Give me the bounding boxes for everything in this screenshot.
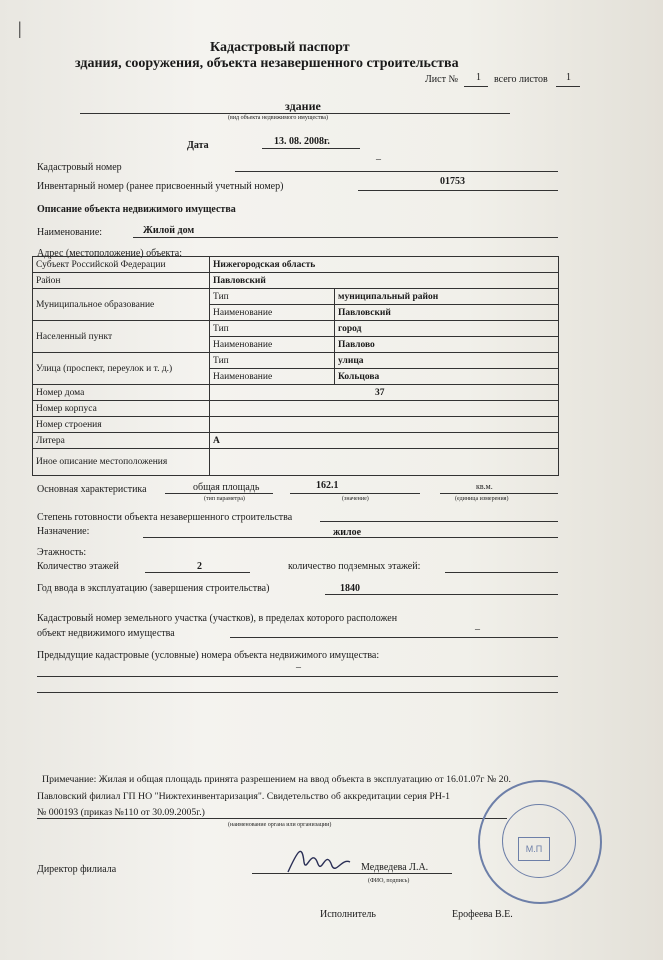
date-value: 13. 08. 2008г.: [274, 136, 330, 147]
char-unit-underline: [440, 493, 558, 494]
name-underline: [133, 237, 558, 238]
other-value: [210, 449, 559, 476]
corpus-label: Номер корпуса: [33, 401, 210, 417]
street-type: улица: [335, 353, 559, 369]
settlement-label: Населенный пункт: [33, 321, 210, 353]
settlement-name: Павлово: [335, 337, 559, 353]
char-param: общая площадь: [193, 482, 260, 493]
table-row: [33, 321, 559, 337]
name-label-cell: Наименование: [210, 369, 335, 385]
section-title: Описание объекта недвижимого имущества: [37, 204, 236, 215]
date-label: Дата: [187, 140, 209, 151]
street-label: Улица (проспект, переулок и т. д.): [33, 353, 210, 385]
sheet-number: 1: [476, 72, 481, 83]
date-underline: [262, 148, 360, 149]
director-signature: [284, 840, 354, 880]
note-line1: Примечание: Жилая и общая площадь принята разрешением на ввод объекта в эксплуатацию от 16.01.07г № 20.: [42, 774, 511, 785]
executor-name: Ерофеева В.Е.: [452, 909, 513, 920]
doc-title-line2: здания, сооружения, объекта незавершенного строительства: [75, 56, 459, 71]
executor-label: Исполнитель: [320, 909, 376, 920]
floors-label: Этажность:: [37, 547, 87, 558]
total-number: 1: [566, 72, 571, 83]
inventory-underline: [358, 190, 558, 191]
table-row: [33, 417, 559, 433]
building-label: Номер строения: [33, 417, 210, 433]
municipal-label: Муниципальное образование: [33, 289, 210, 321]
table-row: [33, 449, 559, 476]
char-param-caption: (тип параметра): [204, 496, 245, 502]
doc-title-line1: Кадастровый паспорт: [210, 40, 350, 55]
type-label: Тип: [210, 353, 335, 369]
litera-value: А: [210, 433, 559, 449]
total-label: всего листов: [494, 74, 548, 85]
cadastral-value: _: [376, 150, 381, 161]
year-label: Год ввода в эксплуатацию (завершения строительства): [37, 583, 270, 594]
name-label-cell: Наименование: [210, 305, 335, 321]
purpose-value: жилое: [333, 527, 362, 538]
municipal-type: муниципальный район: [335, 289, 559, 305]
table-row: [33, 289, 559, 305]
object-type-caption: (вид объекта недвижимого имущества): [228, 115, 328, 121]
object-type-value: здание: [285, 99, 321, 113]
other-label: Иное описание местоположения: [33, 449, 210, 476]
land-value: _: [475, 620, 480, 631]
char-unit: кв.м.: [476, 482, 493, 491]
margin-mark: |: [18, 18, 22, 38]
name-label: Наименование:: [37, 227, 103, 238]
cadastral-label: Кадастровый номер: [37, 162, 122, 173]
address-label: Адрес (местоположение) объекта:: [37, 248, 182, 259]
fio-caption: (ФИО, подпись): [368, 878, 410, 884]
sheet-underline: [464, 86, 488, 87]
object-type-underline: [80, 113, 510, 114]
underground-label: количество подземных этажей:: [288, 561, 421, 572]
prev-underline-2: [37, 692, 558, 693]
house-value: 37: [210, 385, 559, 401]
note-line2: Павловский филиал ГП НО "Нижтехинвентаризация". Свидетельство об аккредитации серия РН-1: [37, 791, 451, 802]
char-value: 162.1: [316, 480, 339, 491]
year-underline: [325, 594, 558, 595]
table-row: [33, 385, 559, 401]
char-value-underline: [290, 493, 420, 494]
building-value: [210, 417, 559, 433]
name-value: Жилой дом: [143, 225, 195, 236]
table-row: [33, 401, 559, 417]
note-caption: (наименование органа или организации): [228, 822, 332, 828]
district-label: Район: [33, 273, 210, 289]
year-value: 1840: [340, 583, 360, 594]
subject-label: Субъект Российской Федерации: [33, 257, 210, 273]
char-label: Основная характеристика: [37, 484, 147, 495]
inventory-label: Инвентарный номер (ранее присвоенный учетный номер): [37, 181, 284, 192]
municipal-name: Павловский: [335, 305, 559, 321]
land-label-2: объект недвижимого имущества: [37, 628, 175, 639]
director-label: Директор филиала: [37, 864, 117, 875]
street-name: Кольцова: [335, 369, 559, 385]
type-label: Тип: [210, 289, 335, 305]
readiness-label: Степень готовности объекта незавершенного строительства: [37, 512, 293, 523]
type-label: Тип: [210, 321, 335, 337]
char-value-caption: (значение): [342, 496, 369, 502]
official-stamp: [478, 780, 602, 904]
readiness-underline: [320, 521, 558, 522]
char-param-underline: [165, 493, 273, 494]
floors-underline: [145, 572, 250, 573]
land-label-1: Кадастровый номер земельного участка (участков), в пределах которого расположен: [37, 613, 398, 624]
table-row: [33, 433, 559, 449]
name-label-cell: Наименование: [210, 337, 335, 353]
inventory-value: 01753: [440, 176, 465, 187]
underground-underline: [445, 572, 558, 573]
corpus-value: [210, 401, 559, 417]
address-table: [32, 256, 559, 476]
cadastral-underline: [235, 171, 558, 172]
litera-label: Литера: [33, 433, 210, 449]
sheet-label: Лист №: [425, 74, 458, 85]
char-unit-caption: (единица измерения): [455, 496, 509, 502]
purpose-underline: [143, 537, 558, 538]
director-name: Медведева Л.А.: [361, 862, 429, 873]
table-row: [33, 353, 559, 369]
house-label: Номер дома: [33, 385, 210, 401]
table-row: [33, 273, 559, 289]
floors-count: 2: [197, 561, 202, 572]
settlement-type: город: [335, 321, 559, 337]
land-underline: [230, 637, 558, 638]
note-line3: № 000193 (приказ №110 от 30.09.2005г.): [37, 807, 205, 818]
district-value: Павловский: [210, 273, 559, 289]
prev-label: Предыдущие кадастровые (условные) номера объекта недвижимого имущества:: [37, 650, 380, 661]
table-row: [33, 257, 559, 273]
subject-value: Нижегородская область: [210, 257, 559, 273]
note-underline: [37, 818, 507, 819]
floors-count-label: Количество этажей: [37, 561, 119, 572]
stamp-label: М.П: [518, 837, 550, 861]
total-underline: [556, 86, 580, 87]
prev-value: _: [296, 658, 301, 669]
prev-underline-1: [37, 676, 558, 677]
purpose-label: Назначение:: [37, 526, 90, 537]
